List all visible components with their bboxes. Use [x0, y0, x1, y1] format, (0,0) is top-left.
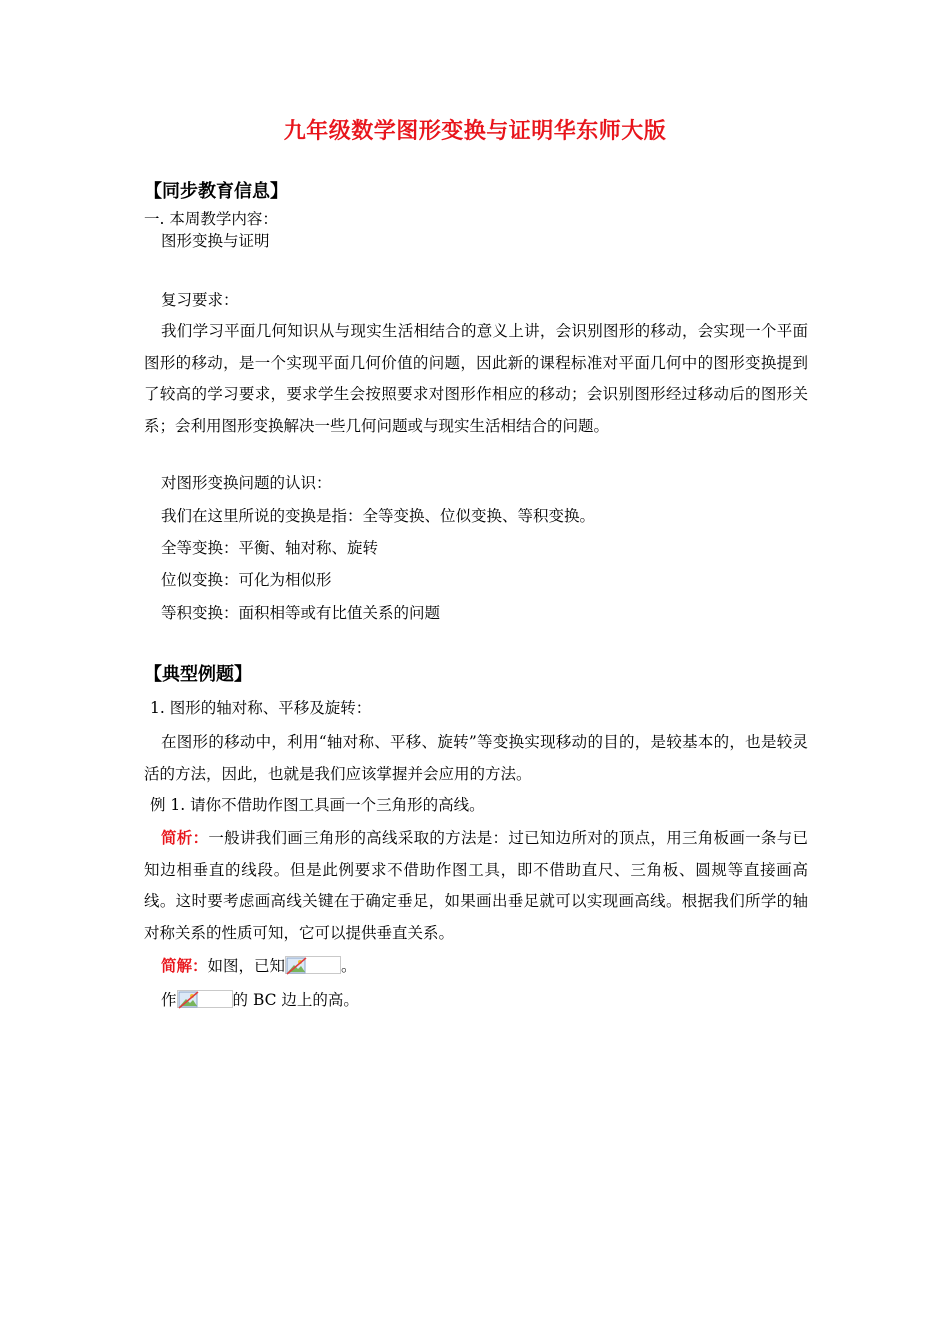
construct-text-a: 作 — [161, 991, 177, 1009]
transform-line-2: 全等变换：平衡、轴对称、旋转 — [161, 539, 379, 557]
example-1: 例 1. 请你不借助作图工具画一个三角形的高线。 — [150, 796, 485, 814]
solution-text-a: 如图，已知 — [207, 957, 286, 975]
section-heading-sync-info: 【同步教育信息】 — [144, 181, 288, 202]
solution-line — [161, 955, 357, 977]
section-heading-examples: 【典型例题】 — [144, 664, 252, 685]
transform-line-1: 我们在这里所说的变换是指：全等变换、位似变换、等积变换。 — [161, 507, 596, 525]
transform-line-4: 等积变换：面积相等或有比值关系的问题 — [161, 604, 441, 622]
page-title: 九年级数学图形变换与证明华东师大版 — [283, 118, 667, 144]
transform-line-3: 位似变换：可化为相似形 — [161, 571, 332, 589]
broken-image-icon — [285, 956, 341, 974]
understand-label: 对图形变换问题的认识： — [161, 474, 332, 492]
solution-text-b: 。 — [341, 957, 357, 975]
analysis-paragraph — [144, 822, 808, 949]
solution-label: 简解： — [161, 956, 208, 975]
review-paragraph: 我们学习平面几何知识从与现实生活相结合的意义上讲，会识别图形的移动，会实现一个平面图形的移动，是一个实现平面几何价值的问题，因此新的课程标准对平面几何中的图形变换提到了较高的学习要求，要求学生会按照要求对图形作相应的移动；会识别图形经过移动后的图形关系；会利用图形变换解决一些几何问题或与现实生活相结合的问题。 — [144, 322, 808, 435]
construct-line — [161, 989, 359, 1011]
review-label: 复习要求： — [161, 291, 239, 309]
analysis-label: 简析： — [161, 828, 209, 847]
item-label: 一. 本周教学内容： — [144, 210, 278, 228]
construct-text-b: 的 BC 边上的高。 — [232, 991, 359, 1009]
subsection-title: 1. 图形的轴对称、平移及旋转： — [150, 699, 372, 717]
broken-image-icon — [177, 990, 233, 1008]
topic-text: 图形变换与证明 — [161, 232, 270, 250]
intro-paragraph: 在图形的移动中，利用“轴对称、平移、旋转”等变换实现移动的目的，是较基本的，也是较灵活的方法，因此，也就是我们应该掌握并会应用的方法。 — [144, 733, 808, 783]
analysis-text: 一般讲我们画三角形的高线采取的方法是：过已知边所对的顶点，用三角板画一条与已知边相垂直的线段。但是此例要求不借助作图工具，即不借助直尺、三角板、圆规等直接画高线。这时要考虑画高线关键在于确定垂足，如果画出垂足就可以实现画高线。根据我们所学的轴对称关系的性质可知，它可以提供垂直关系。 — [144, 829, 808, 942]
